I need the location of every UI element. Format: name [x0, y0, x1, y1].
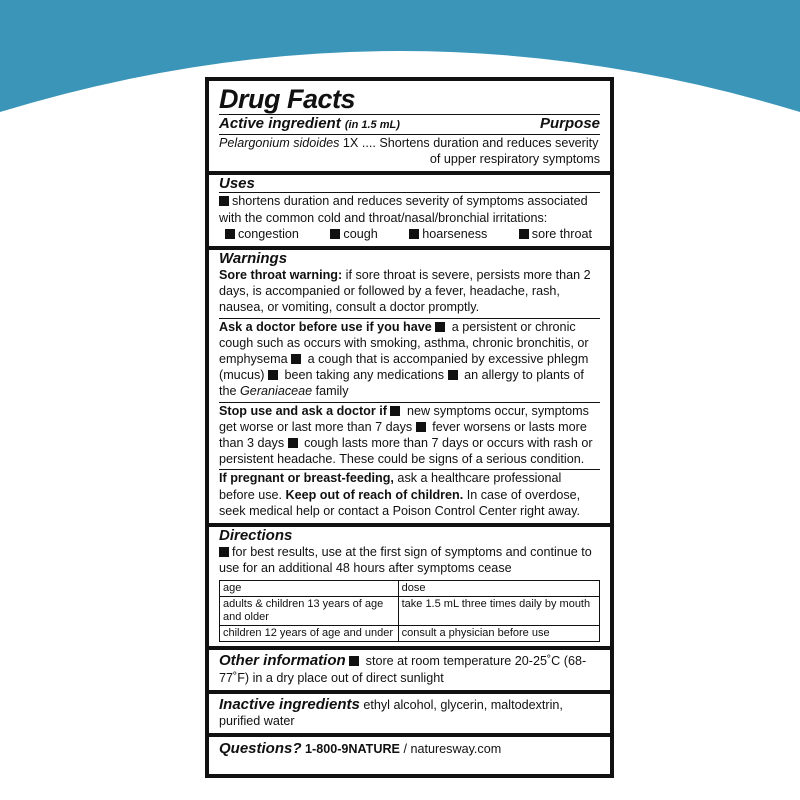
directions-table	[219, 580, 600, 642]
table-cell: adults & children 13 years of age and older	[220, 597, 399, 626]
bullet-square-icon	[219, 196, 229, 206]
active-ingredient-heading: Active ingredient	[219, 115, 341, 132]
directions-heading: Directions	[219, 527, 293, 545]
bullet-square-icon	[330, 229, 340, 239]
table-row	[220, 626, 600, 642]
ask-doctor-warning: Ask a doctor before use if you have a persistent or chronic cough such as occurs with smoking, asthma, chronic bronchitis, or emphysema a cough that is accompanied by excessive phlegm (mucus) been taking any medications an allergy to plants of the Geraniaceae family	[219, 319, 589, 399]
other-information: Other information store at room temperature 20-25˚C (68-77˚F) in a dry place out of direct sunlight	[219, 652, 587, 685]
bullet-square-icon	[291, 354, 301, 364]
questions-line: Questions? 1-800-9NATURE / naturesway.com	[219, 740, 502, 758]
ingredient-potency: 1X ....	[339, 136, 380, 150]
table-cell: consult a physician before use	[398, 626, 599, 642]
uses-item: cough	[330, 226, 377, 242]
uses-list	[219, 226, 600, 242]
table-header-cell: dose	[398, 581, 599, 597]
table-header-cell: age	[220, 581, 399, 597]
drug-facts-title: Drug Facts	[219, 84, 356, 114]
uses-heading: Uses	[219, 175, 255, 193]
bullet-square-icon	[409, 229, 419, 239]
bullet-square-icon	[349, 656, 359, 666]
ingredient-name: Pelargonium sidoides	[219, 136, 340, 150]
uses-item: congestion	[225, 226, 299, 242]
active-ingredient-header	[219, 115, 600, 134]
purpose-line-2: of upper respiratory symptoms	[429, 152, 600, 167]
warnings-heading: Warnings	[219, 250, 288, 268]
phone-number: 1-800-9NATURE	[301, 742, 400, 757]
bullet-square-icon	[416, 422, 426, 432]
bullet-square-icon	[288, 438, 298, 448]
purpose-heading: Purpose	[539, 115, 600, 132]
bullet-square-icon	[390, 406, 400, 416]
pregnancy-warning: If pregnant or breast-feeding, ask a healthcare professional before use. Keep out of reach of children. In case of overdose, seek medical help or contact a Poison Control Center right away.	[219, 471, 581, 518]
table-cell: take 1.5 mL three times daily by mouth	[398, 597, 599, 626]
website: / naturesway.com	[399, 742, 502, 757]
bullet-square-icon	[219, 547, 229, 557]
bullet-square-icon	[448, 370, 458, 380]
bullet-square-icon	[268, 370, 278, 380]
purpose-line-1: Shortens duration and reduces severity	[379, 136, 599, 150]
table-header-row	[220, 581, 600, 597]
stop-use-warning: Stop use and ask a doctor if new symptoms occur, symptoms get worse or last more than 7 days fever worsens or lasts more than 3 days cough lasts more than 7 days or occurs with rash or persistent headache. These could be signs of a serious condition.	[219, 403, 593, 467]
active-ingredient-line	[219, 135, 600, 151]
drug-facts-panel	[205, 77, 614, 778]
bullet-square-icon	[225, 229, 235, 239]
bullet-square-icon	[519, 229, 529, 239]
sore-throat-warning: Sore throat warning: if sore throat is severe, persists more than 2 days, is accompanied or followed by a fever, headache, rash, nausea, or vomiting, consult a doctor promptly.	[219, 268, 591, 315]
uses-item: sore throat	[519, 226, 592, 242]
table-row	[220, 597, 600, 626]
uses-item: hoarseness	[409, 226, 487, 242]
bullet-square-icon	[435, 322, 445, 332]
active-ingredient-amount: (in 1.5 mL)	[344, 119, 400, 131]
uses-text: shortens duration and reduces severity of symptoms associated with the common cold and throat/nasal/bronchial irritations:	[219, 194, 588, 225]
inactive-ingredients: Inactive ingredients ethyl alcohol, glycerin, maltodextrin, purified water	[219, 695, 563, 729]
table-cell: children 12 years of age and under	[220, 626, 399, 642]
directions-text: for best results, use at the first sign of symptoms and continue to use for an additional 48 hours after symptoms cease	[219, 545, 592, 576]
